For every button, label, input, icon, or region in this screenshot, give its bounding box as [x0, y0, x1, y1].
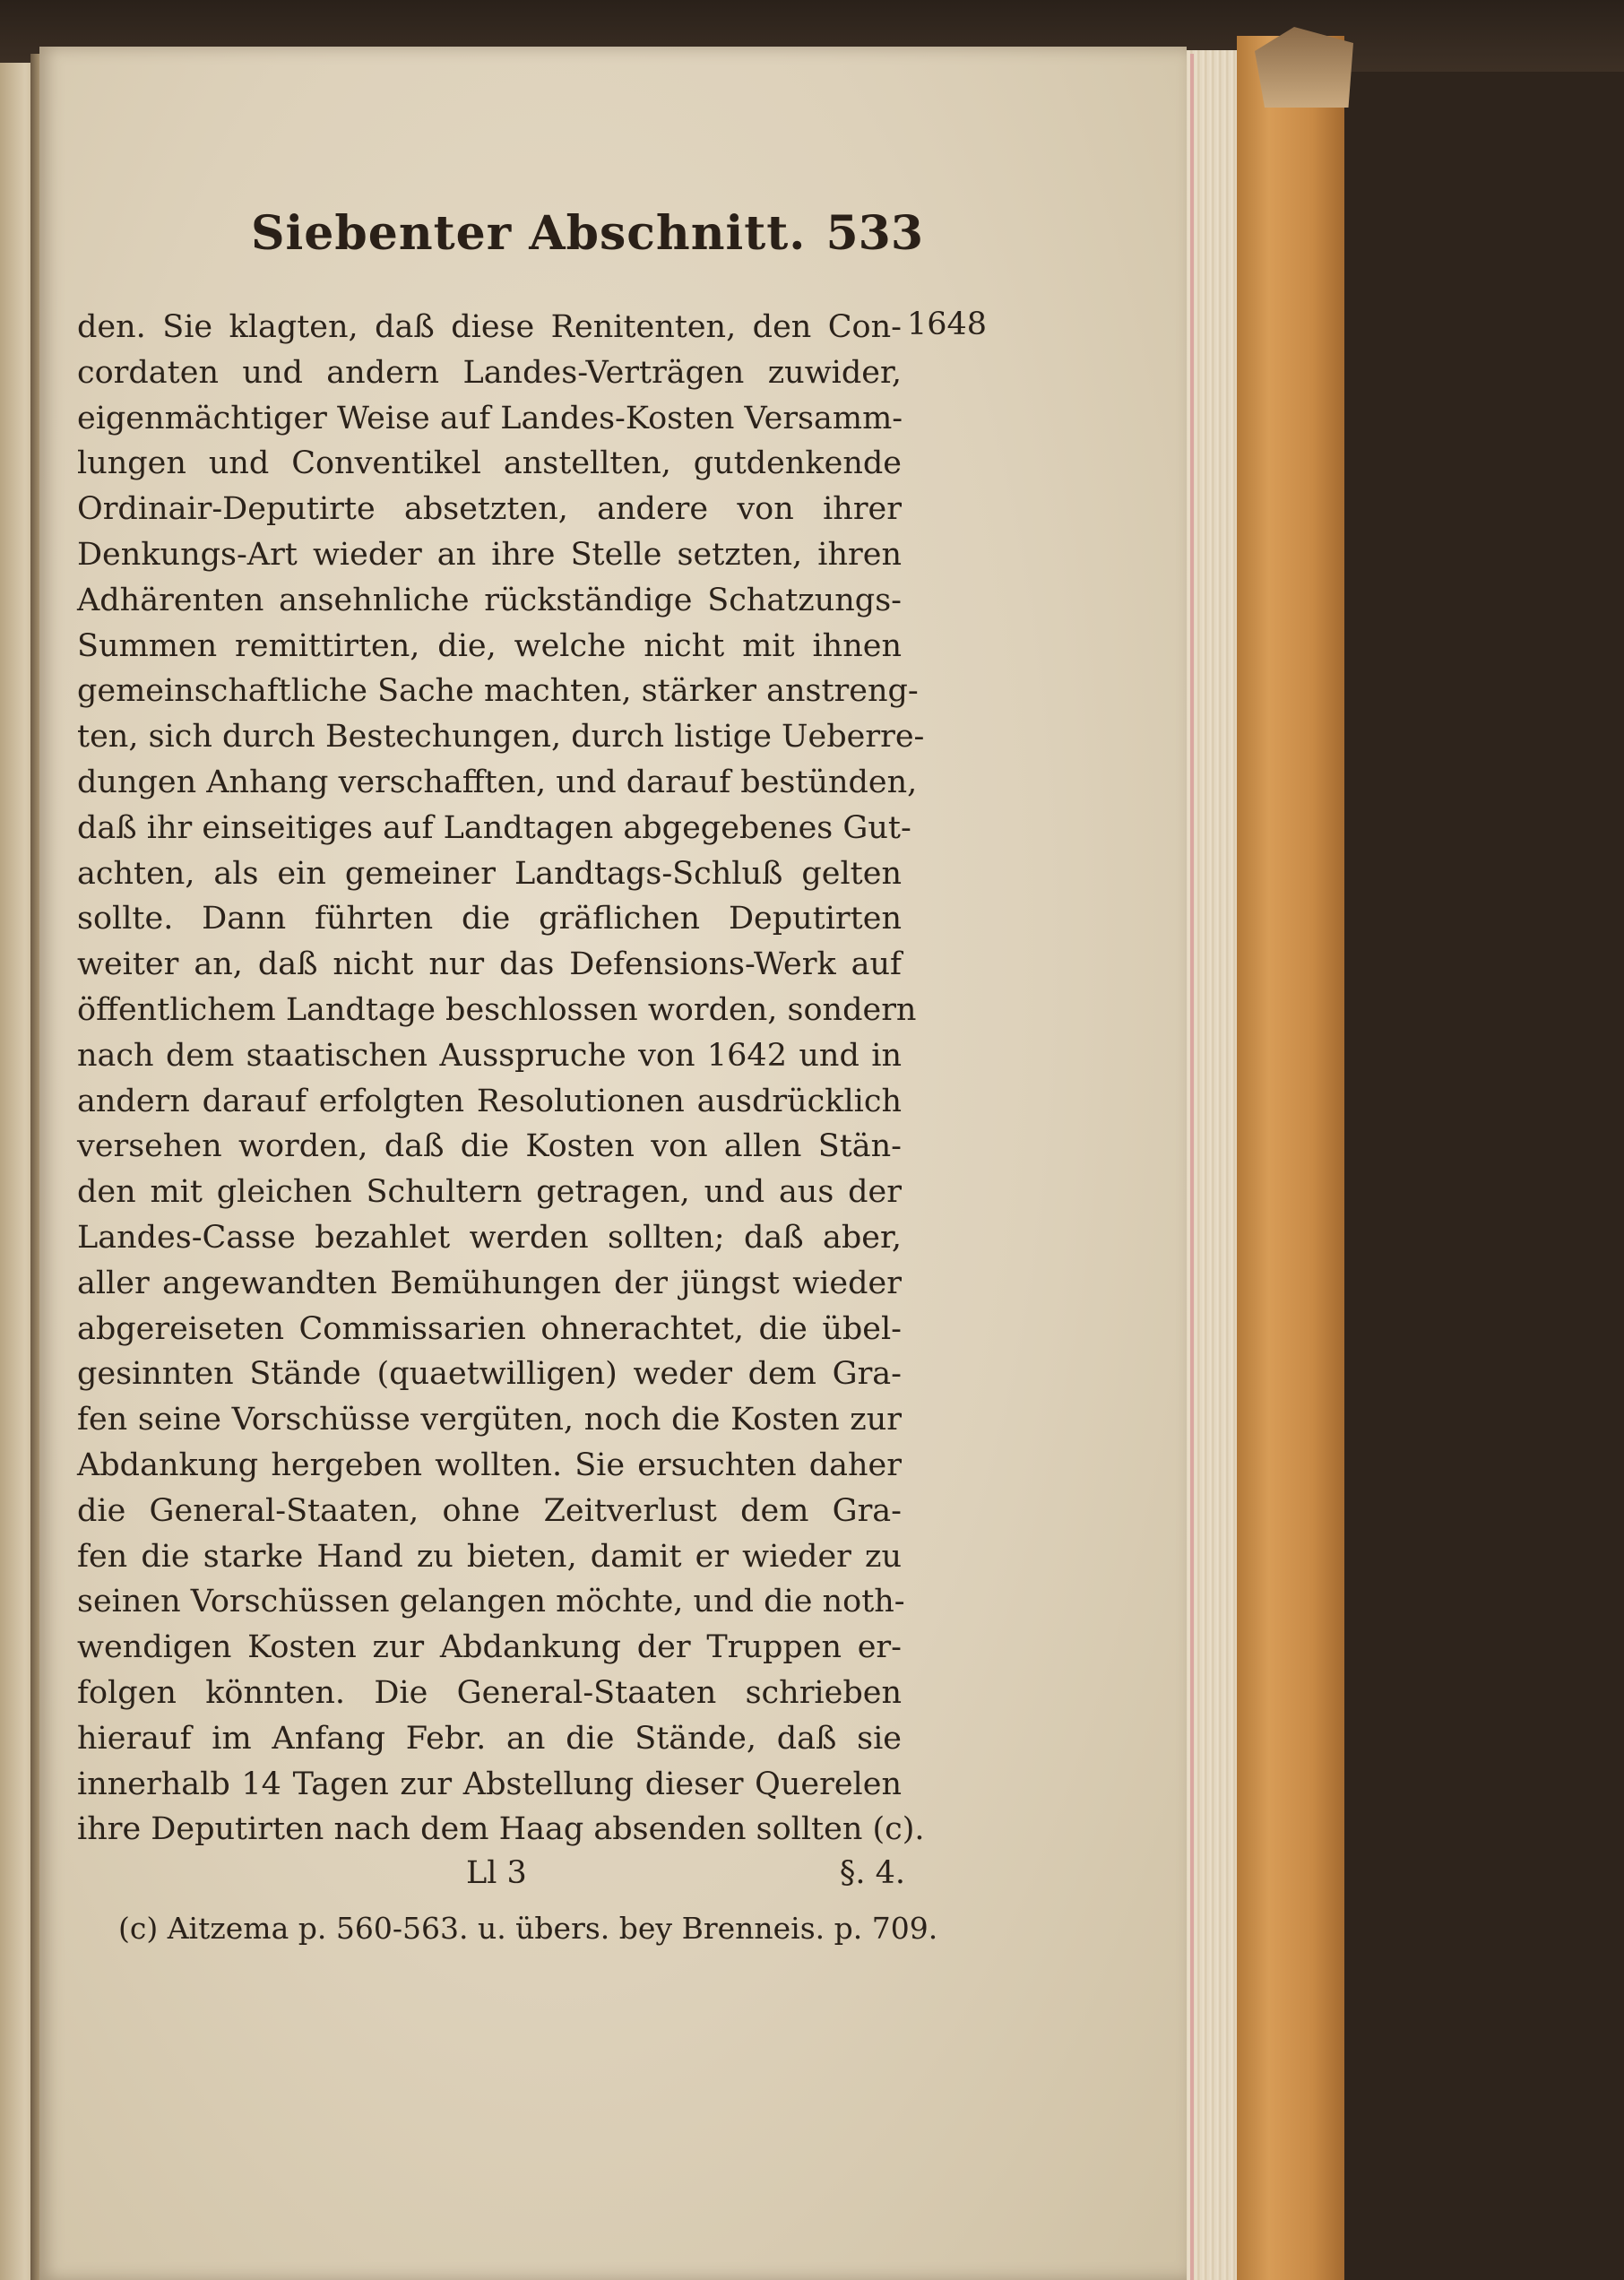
text-line: abgereiseten Commissarien ohnerachtet, die übel-	[77, 1310, 902, 1347]
running-head-title: Siebenter Abschnitt.	[251, 206, 807, 261]
text-line: aller angewandten Bemühungen der jüngst wieder	[77, 1265, 902, 1301]
text-line: den mit gleichen Schultern getragen, und aus der	[77, 1174, 902, 1211]
text-line: den. Sie klagten, daß diese Renitenten, den Con-	[77, 309, 902, 345]
catchword: §. 4.	[839, 1855, 905, 1891]
text-line: fen seine Vorschüsse vergüten, noch die Kosten zur	[77, 1402, 902, 1438]
footnote: (c) Aitzema p. 560-563. u. übers. bey Brenneis. p. 709.	[118, 1911, 938, 1946]
text-line: ten, sich durch Bestechungen, durch listige Ueberre-	[77, 719, 925, 756]
book-gutter	[30, 54, 39, 2280]
running-header	[242, 206, 923, 278]
text-line: achten, als ein gemeiner Landtags-Schluß gelten	[77, 855, 902, 892]
text-line: folgen könnten. Die General-Staaten schrieben	[77, 1674, 902, 1711]
text-line: weiter an, daß nicht nur das Defensions-Werk auf	[77, 946, 902, 983]
text-line: daß ihr einseitiges auf Landtagen abgegebenes Gut-	[77, 809, 911, 846]
colored-page-edge	[1190, 54, 1194, 2280]
text-line: dungen Anhang verschafften, und darauf bestünden,	[77, 764, 918, 800]
text-line: nach dem staatischen Ausspruche von 1642 und in	[77, 1037, 902, 1074]
text-line: Ordinair-Deputirte absetzten, andere von ihrer	[77, 491, 902, 528]
text-line: eigenmächtiger Weise auf Landes-Kosten Versamm-	[77, 400, 903, 436]
text-line: wendigen Kosten zur Abdankung der Truppen er-	[77, 1629, 902, 1666]
text-line: öffentlichem Landtage beschlossen worden, sondern	[77, 991, 917, 1028]
text-line: cordaten und andern Landes-Verträgen zuwider,	[77, 354, 902, 391]
body-text	[77, 305, 925, 1852]
text-line: seinen Vorschüssen gelangen möchte, und die noth-	[77, 1584, 905, 1620]
text-line: ihre Deputirten nach dem Haag absenden sollten (c).	[77, 1811, 925, 1848]
text-line: innerhalb 14 Tagen zur Abstellung dieser Querelen	[77, 1766, 902, 1802]
text-line: versehen worden, daß die Kosten von allen Stän-	[77, 1128, 902, 1165]
text-line: gesinnten Stände (quaetwilligen) weder dem Gra-	[77, 1356, 902, 1393]
text-line: die General-Staaten, ohne Zeitverlust dem Gra-	[77, 1492, 902, 1529]
text-line: andern darauf erfolgten Resolutionen ausdrücklich	[77, 1083, 902, 1119]
signature-row	[466, 1855, 905, 1900]
margin-year-note: 1648	[907, 307, 988, 342]
page-number: 533	[825, 206, 923, 261]
text-line: Denkungs-Art wieder an ihre Stelle setzten, ihren	[77, 536, 902, 573]
text-line: gemeinschaftliche Sache machten, stärker anstreng-	[77, 673, 919, 710]
text-line: lungen und Conventikel anstellten, gutdenkende	[77, 445, 902, 482]
book-cover-edge	[1237, 36, 1344, 2280]
text-line: Abdankung hergeben wollten. Sie ersuchten daher	[77, 1447, 902, 1483]
text-line: Landes-Casse bezahlet werden sollten; daß aber,	[77, 1219, 902, 1256]
text-line: Adhärenten ansehnliche rückständige Schatzungs-	[77, 582, 902, 618]
text-line: hierauf im Anfang Febr. an die Stände, daß sie	[77, 1720, 902, 1757]
text-line: sollte. Dann führten die gräflichen Deputirten	[77, 901, 902, 937]
text-line: fen die starke Hand zu bieten, damit er wieder zu	[77, 1538, 902, 1575]
text-line: Summen remittirten, die, welche nicht mit ihnen	[77, 627, 902, 664]
signature-mark: Ll 3	[466, 1855, 527, 1891]
background-right	[1344, 72, 1624, 2280]
